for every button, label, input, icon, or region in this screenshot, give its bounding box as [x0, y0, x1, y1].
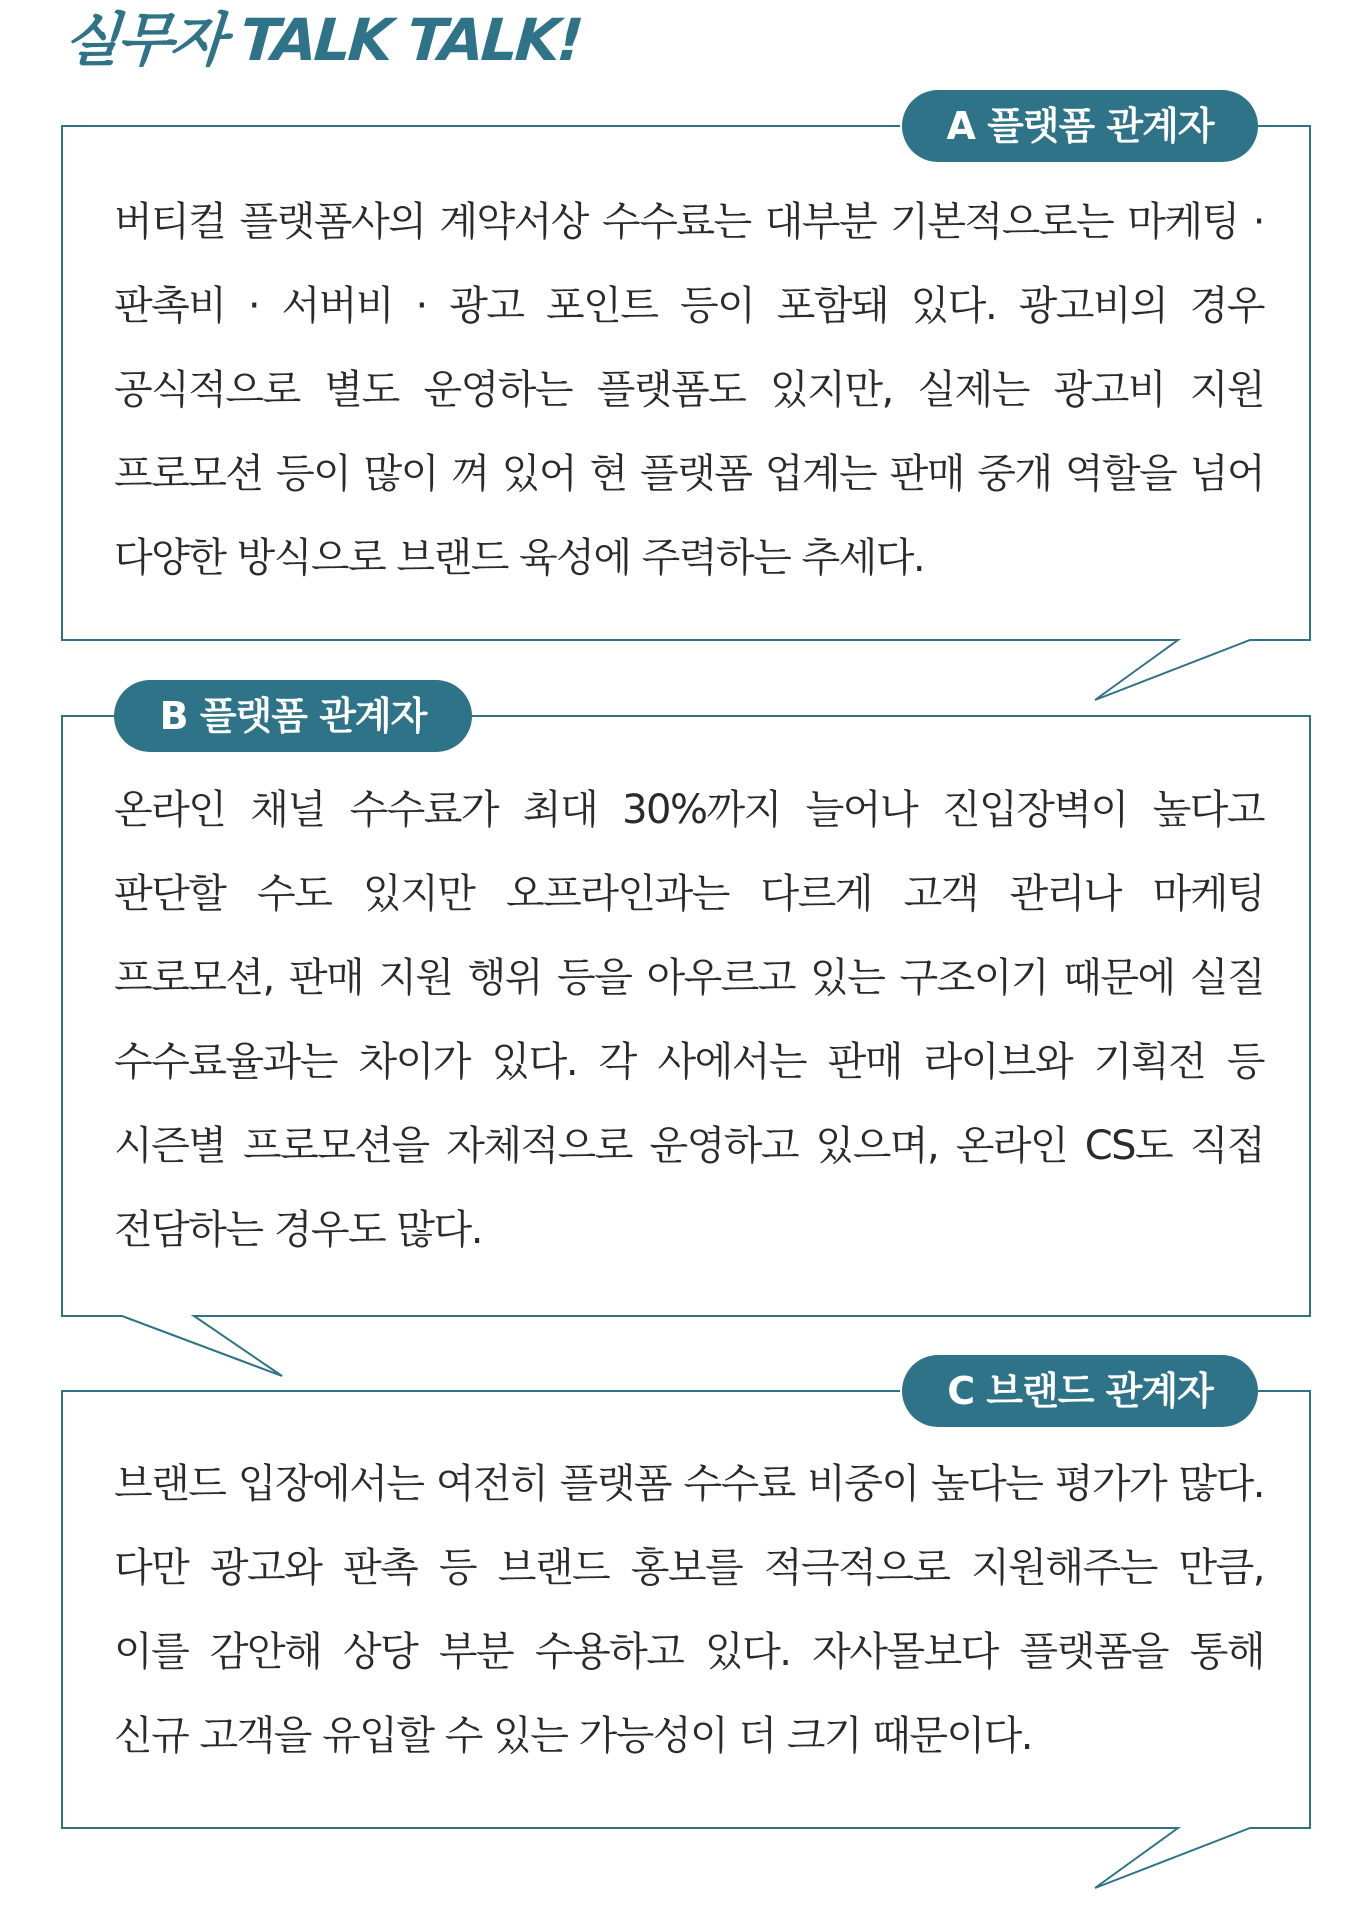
speaker-tag-a: A 플랫폼 관계자 [902, 90, 1258, 162]
speaker-tag-b: B 플랫폼 관계자 [114, 680, 472, 752]
comment-text-b: 온라인 채널 수수료가 최대 30%까지 늘어나 진입장벽이 높다고 판단할 수도 있지만 오프라인과는 다르게 고객 관리나 마케팅 프로모션, 판매 지원 행위 등을 아우르고 있는 구조이기 때문에 실질 수수료율과는 차이가 있다. 각 사에서는 판매 라이브와 기획전 등 시즌별 프로모션을 자체적으로 운영하고 있으며, 온라인 CS도 직접 전담하는 경우도 많다. [114, 787, 1264, 1253]
comment-text-c: 브랜드 입장에서는 여전히 플랫폼 수수료 비중이 높다는 평가가 많다. 다만 광고와 판촉 등 브랜드 홍보를 적극적으로 지원해주는 만큼, 이를 감안해 상당 부분 수용하고 있다. 자사몰보다 플랫폼을 통해 신규 고객을 유입할 수 있는 가능성이 더 크기 때문이다. [114, 1461, 1264, 1759]
page-title: 실무자 TALK TALK! [61, 6, 584, 74]
speaker-tag-c: C 브랜드 관계자 [902, 1355, 1258, 1427]
comment-text-a: 버티컬 플랫폼사의 계약서상 수수료는 대부분 기본적으로는 마케팅 · 판촉비 · 서버비 · 광고 포인트 등이 포함돼 있다. 광고비의 경우 공식적으로 별도 운영하는 플랫폼도 있지만, 실제는 광고비 지원 프로모션 등이 많이 껴 있어 현 플랫폼 업계는 판매 중개 역할을 넘어 다양한 방식으로 브랜드 육성에 주력하는 추세다. [114, 199, 1264, 581]
